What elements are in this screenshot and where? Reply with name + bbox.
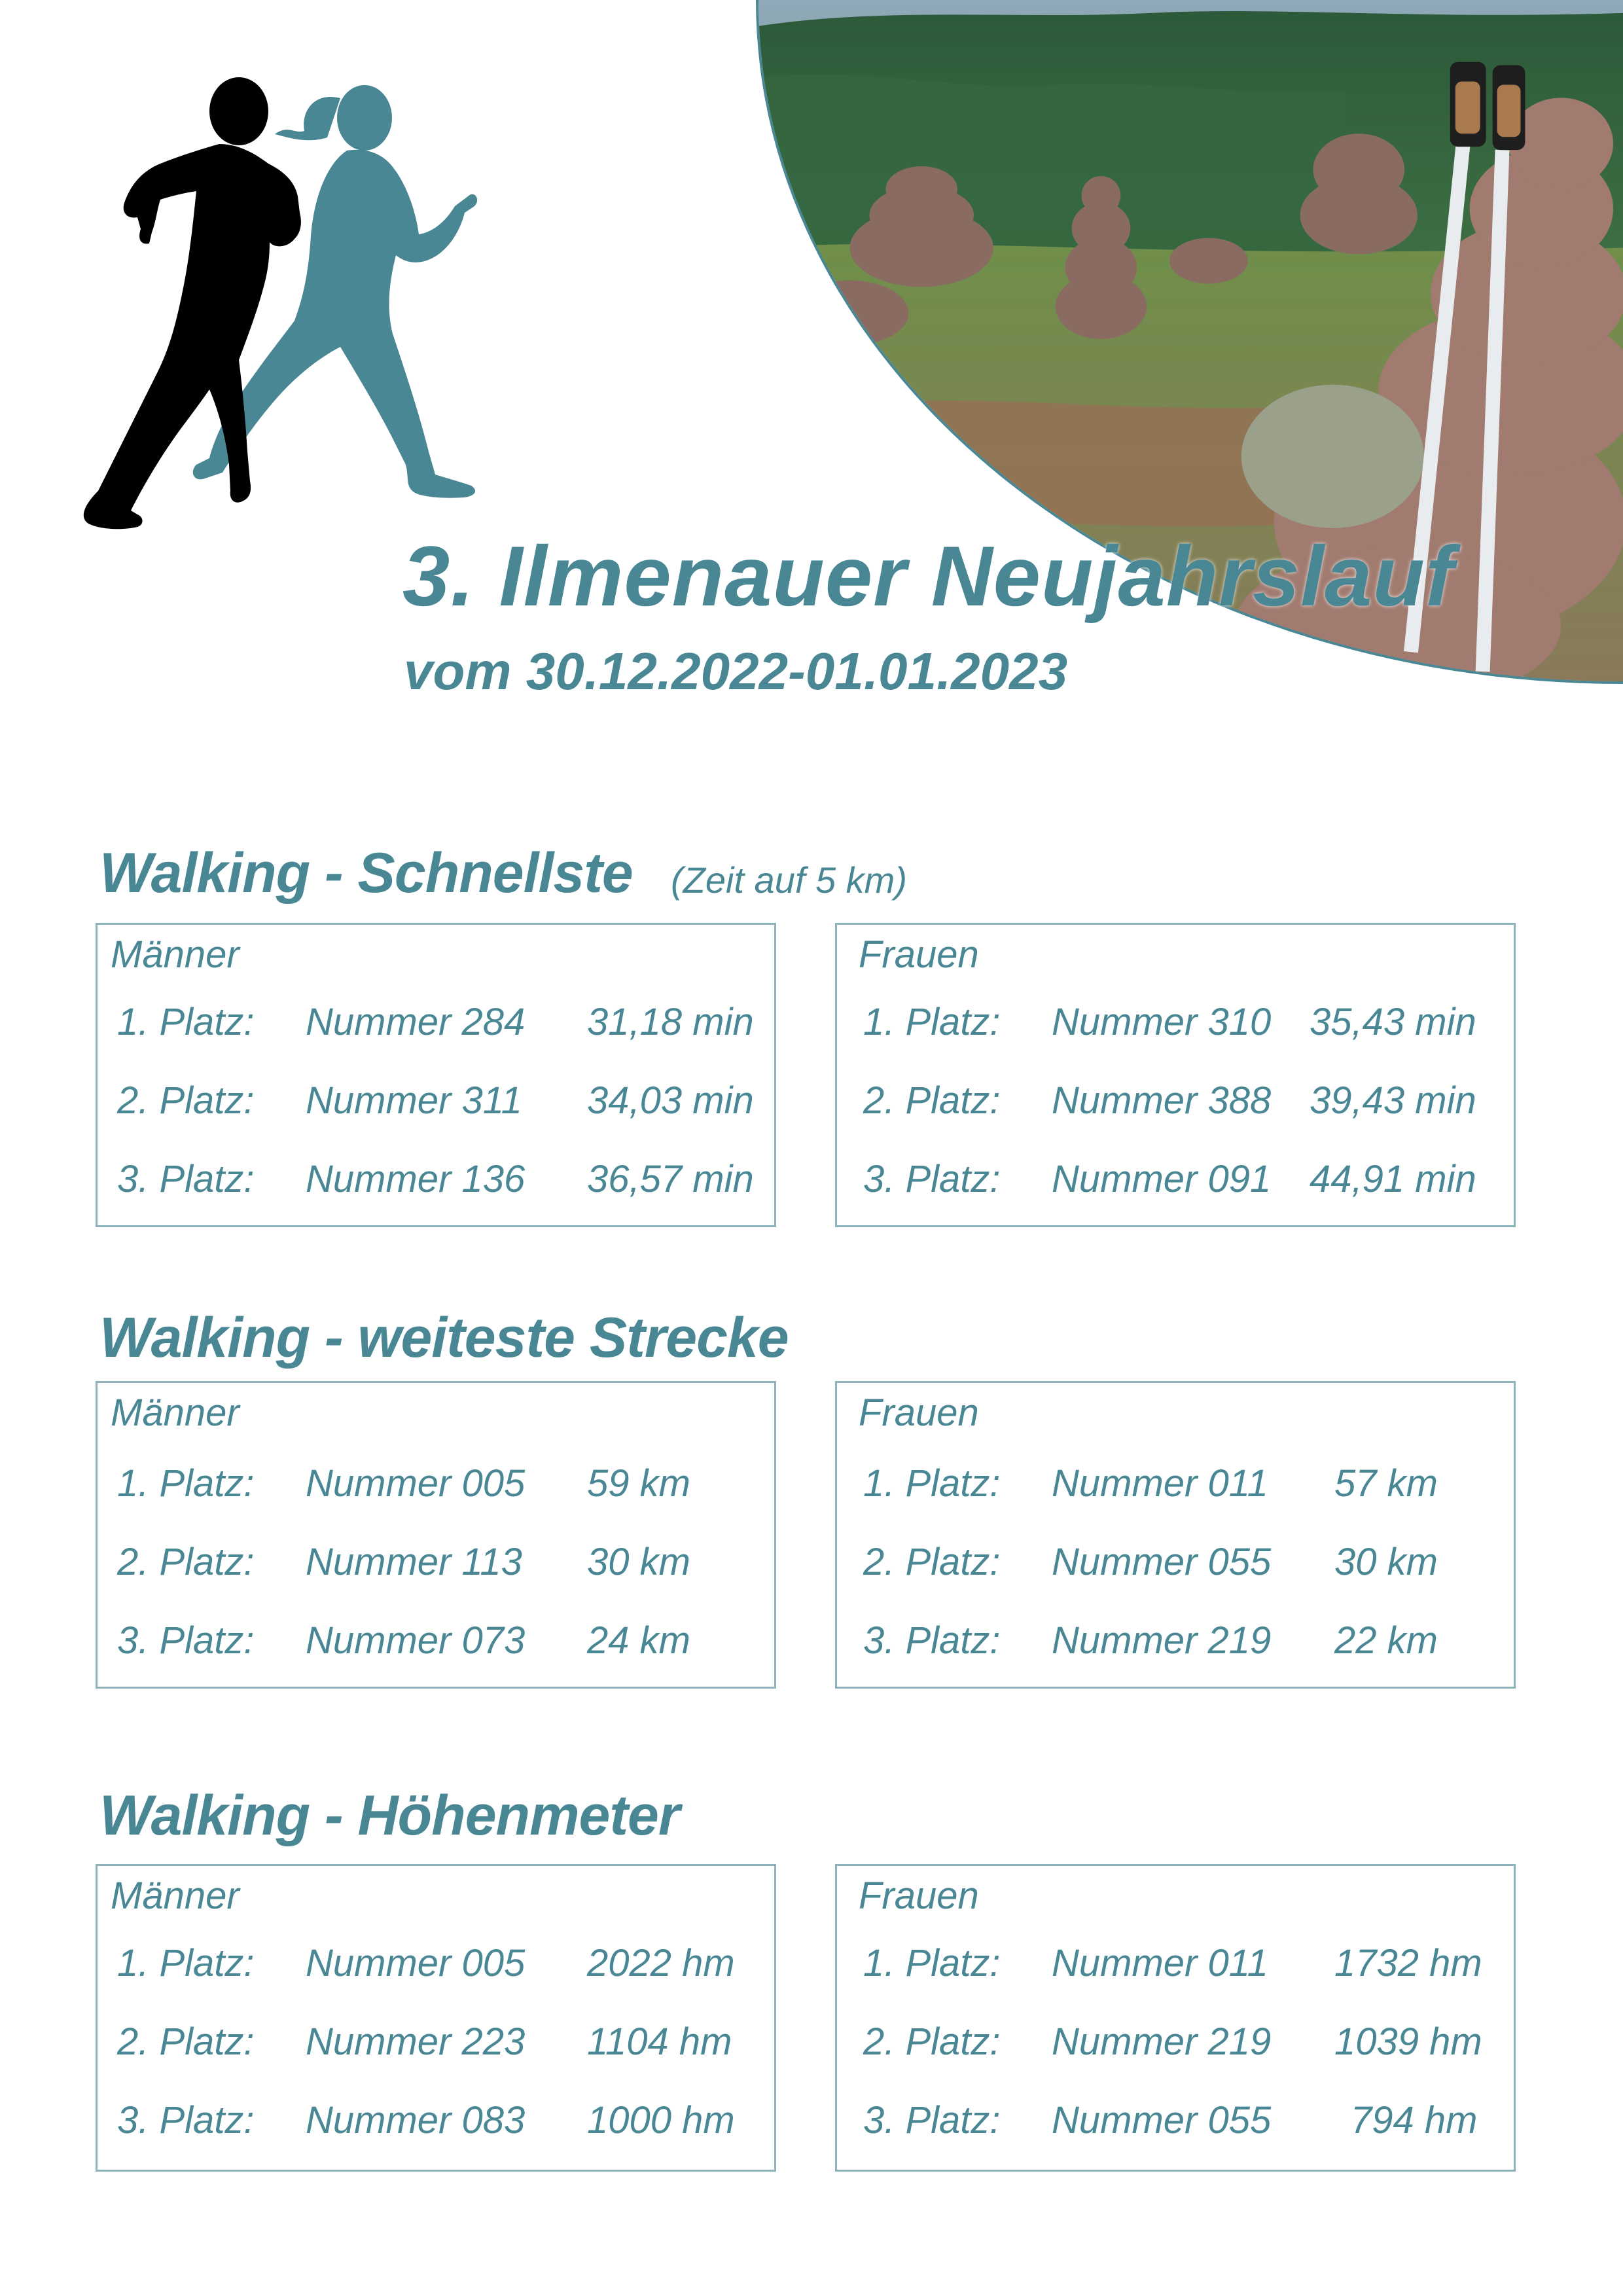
result-value: 59 km (587, 1462, 690, 1505)
bib-number: Nummer 310 (1052, 1001, 1272, 1043)
place-label: 3. Platz: (863, 1158, 1001, 1200)
results-box-men-fastest (96, 923, 776, 1227)
bib-number: Nummer 388 (1052, 1079, 1272, 1122)
result-value: 57 km (1334, 1462, 1438, 1505)
result-row (837, 1462, 1514, 1520)
result-value: 22 km (1334, 1619, 1438, 1662)
bib-number: Nummer 223 (306, 2020, 526, 2063)
result-row (98, 1157, 774, 1216)
bib-number: Nummer 136 (306, 1158, 526, 1200)
result-row (98, 1079, 774, 1138)
place-label: 1. Platz: (863, 1001, 1001, 1043)
result-row (98, 2098, 774, 2157)
place-label: 3. Platz: (863, 1619, 1001, 1662)
result-value: 31,18 min (587, 1001, 754, 1043)
bib-number: Nummer 073 (306, 1619, 526, 1662)
place-label: 3. Platz: (117, 1619, 255, 1662)
result-row (98, 1462, 774, 1520)
result-row (837, 1079, 1514, 1138)
bib-number: Nummer 219 (1052, 2020, 1272, 2063)
section-heading-distance: Walking - weiteste Strecke (99, 1306, 789, 1369)
results-box-women-distance (835, 1381, 1516, 1689)
result-row (98, 1619, 774, 1677)
event-date-range: vom 30.12.2022-01.01.2023 (404, 642, 1068, 700)
group-label-men: Männer (111, 1874, 240, 1917)
result-value: 1104 hm (587, 2020, 732, 2063)
result-row (837, 2020, 1514, 2079)
bib-number: Nummer 005 (306, 1942, 526, 1984)
bib-number: Nummer 091 (1052, 1158, 1272, 1200)
result-value: 36,57 min (587, 1158, 754, 1200)
result-row (98, 2020, 774, 2079)
event-title: 3. Ilmenauer Neujahrslauf (402, 528, 1455, 624)
result-row (837, 1619, 1514, 1677)
bib-number: Nummer 011 (1052, 1942, 1268, 1984)
group-label-men: Männer (111, 1391, 240, 1434)
group-label-men: Männer (111, 933, 240, 976)
place-label: 1. Platz: (117, 1462, 255, 1505)
bib-number: Nummer 005 (306, 1462, 526, 1505)
bib-number: Nummer 083 (306, 2099, 526, 2142)
place-label: 3. Platz: (863, 2099, 1001, 2142)
result-row (837, 1157, 1514, 1216)
results-box-women-fastest (835, 923, 1516, 1227)
place-label: 2. Platz: (863, 1079, 1001, 1122)
result-value: 794 hm (1351, 2099, 1478, 2142)
runners-silhouette-icon (79, 72, 504, 563)
bib-number: Nummer 011 (1052, 1462, 1268, 1505)
place-label: 2. Platz: (863, 1541, 1001, 1583)
results-box-men-elevation (96, 1864, 776, 2172)
place-label: 2. Platz: (863, 2020, 1001, 2063)
place-label: 1. Platz: (117, 1001, 255, 1043)
bib-number: Nummer 311 (306, 1079, 522, 1122)
result-value: 1000 hm (587, 2099, 735, 2142)
bib-number: Nummer 055 (1052, 1541, 1272, 1583)
result-row (837, 1000, 1514, 1059)
group-label-women: Frauen (859, 1391, 979, 1434)
result-value: 1039 hm (1334, 2020, 1482, 2063)
result-row (837, 1540, 1514, 1599)
results-box-men-distance (96, 1381, 776, 1689)
result-value: 30 km (1334, 1541, 1438, 1583)
place-label: 1. Platz: (117, 1942, 255, 1984)
place-label: 1. Platz: (863, 1462, 1001, 1505)
section-heading-elevation: Walking - Höhenmeter (99, 1784, 680, 1847)
result-row (837, 2098, 1514, 2157)
male-runner-silhouette (84, 77, 301, 529)
group-label-women: Frauen (859, 1874, 979, 1917)
result-row (98, 1941, 774, 2000)
section-heading-fastest: Walking - Schnellste (99, 842, 633, 905)
place-label: 2. Platz: (117, 1079, 255, 1122)
result-value: 2022 hm (587, 1942, 735, 1984)
result-value: 39,43 min (1310, 1079, 1476, 1122)
result-row (837, 1941, 1514, 2000)
section-note-fastest: (Zeit auf 5 km) (671, 859, 907, 901)
result-value: 34,03 min (587, 1079, 754, 1122)
result-value: 30 km (587, 1541, 690, 1583)
result-row (98, 1000, 774, 1059)
result-value: 1732 hm (1334, 1942, 1482, 1984)
result-row (98, 1540, 774, 1599)
result-value: 44,91 min (1310, 1158, 1476, 1200)
bib-number: Nummer 113 (306, 1541, 522, 1583)
place-label: 2. Platz: (117, 1541, 255, 1583)
place-label: 3. Platz: (117, 1158, 255, 1200)
bib-number: Nummer 055 (1052, 2099, 1272, 2142)
bib-number: Nummer 284 (306, 1001, 526, 1043)
results-box-women-elevation (835, 1864, 1516, 2172)
place-label: 3. Platz: (117, 2099, 255, 2142)
place-label: 1. Platz: (863, 1942, 1001, 1984)
bib-number: Nummer 219 (1052, 1619, 1272, 1662)
result-value: 35,43 min (1310, 1001, 1476, 1043)
place-label: 2. Platz: (117, 2020, 255, 2063)
group-label-women: Frauen (859, 933, 979, 976)
result-value: 24 km (587, 1619, 690, 1662)
